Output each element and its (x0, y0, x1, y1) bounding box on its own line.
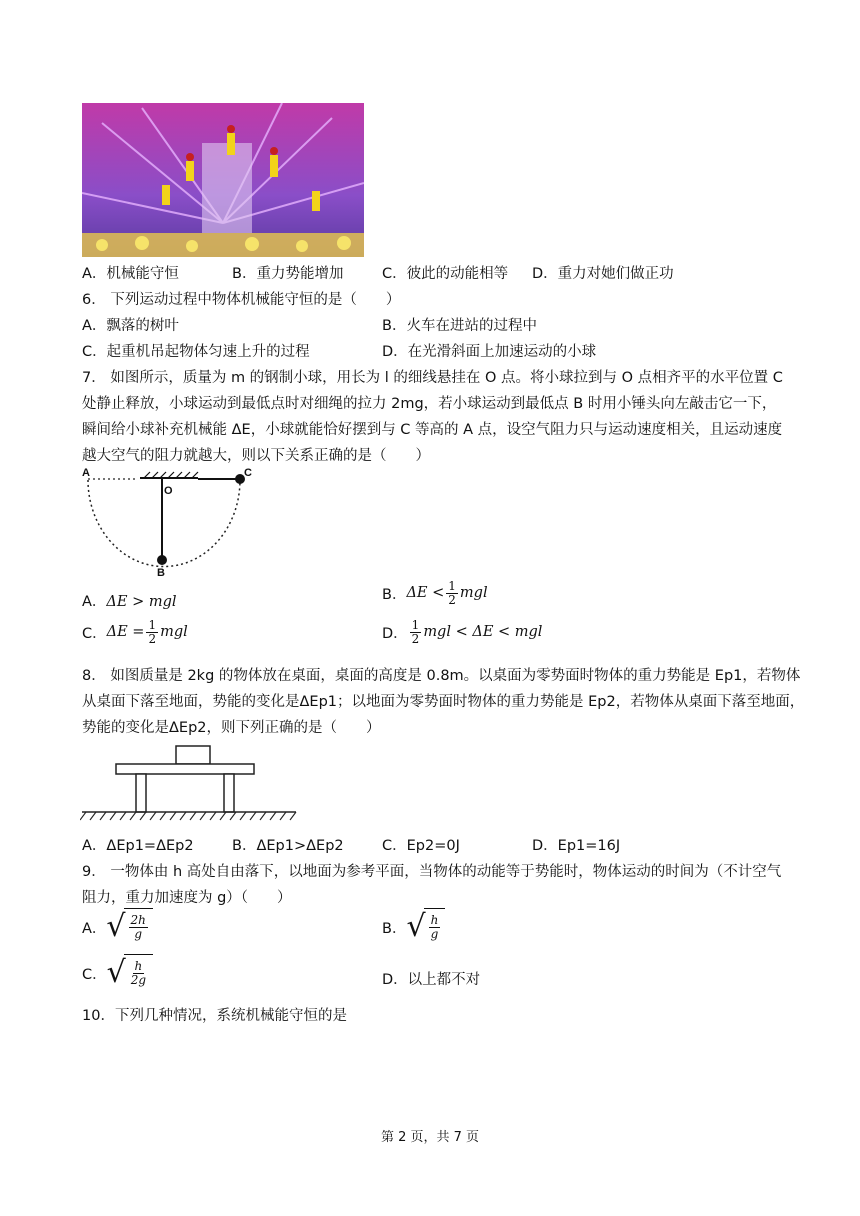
q7-option-b-prefix: B． (382, 586, 407, 603)
q9-option-a (82, 908, 153, 946)
q9-option-c-den: 2g (130, 973, 147, 987)
q9-option-c-sqrt: √ $\frac{h}{2g}$ (107, 954, 153, 992)
label-o: O (164, 485, 173, 497)
q7-option-a-expr: ΔE > mgl (106, 594, 177, 610)
q7-option-b (382, 580, 488, 606)
q7-option-b-den: 2 (448, 592, 456, 607)
q7-option-d-den: 2 (411, 631, 420, 646)
q7-stem-line2: 处静止释放，小球运动到最低点时对细绳的拉力 2mg，若小球运动到最低点 B 时用小锤头向左敲击它一下， (82, 396, 777, 412)
q9-option-b (382, 908, 445, 946)
label-b: B (157, 567, 165, 578)
q9-option-c-num: h (134, 959, 143, 974)
performance-photo (82, 103, 364, 257)
q7-option-c-den: 2 (148, 631, 157, 646)
q6-option-a: A．飘落的树叶 (82, 318, 179, 334)
q7-stem-line1: 7． 如图所示，质量为 m 的钢制小球，用长为 l 的细线悬挂在 O 点。将小球拉到与 O 点相齐平的水平位置 C (82, 370, 783, 386)
q8-option-b: B．ΔEp1>ΔEp2 (232, 838, 344, 854)
q5-option-c: C．彼此的动能相等 (382, 266, 509, 282)
q6-stem: 6． 下列运动过程中物体机械能守恒的是（ ） (82, 292, 401, 308)
q5-option-b: B．重力势能增加 (232, 266, 344, 282)
q9-stem-line1: 9． 一物体由 h 高处自由落下，以地面为参考平面，当物体的动能等于势能时，物体运动的时间为（不计空气 (82, 864, 782, 880)
q9-stem-line2: 阻力，重力加速度为 g）（ ） (82, 890, 292, 906)
pendulum-diagram (80, 466, 260, 578)
q9-option-b-sqrt: √ $\frac{h}{g}$ (406, 908, 445, 946)
q5-option-d: D．重力对她们做正功 (532, 266, 674, 282)
q6-option-c: C．起重机吊起物体匀速上升的过程 (82, 344, 310, 360)
page-footer: 第 2 页，共 7 页 (380, 1130, 480, 1145)
q7-option-b-num: 1 (448, 579, 456, 593)
q7-option-d-rhs: mgl < ΔE < mgl (423, 624, 543, 641)
q9-option-a-num: 2h (130, 913, 146, 928)
q8-stem-line3: 势能的变化是ΔEp2，则下列正确的是（ ） (82, 720, 381, 736)
q7-option-d-prefix: D． (382, 625, 408, 642)
q7-option-d (382, 619, 542, 645)
q9-option-a-prefix: A． (82, 920, 107, 937)
q7-option-d-fraction (410, 619, 422, 645)
q7-option-c-num: 1 (148, 618, 157, 632)
q8-stem-line1: 8． 如图质量是 2kg 的物体放在桌面，桌面的高度是 0.8m。以桌面为零势面时物体的重力势能是 Ep1，若物体 (82, 668, 801, 684)
q7-option-c-lhs: ΔE = (106, 624, 145, 641)
q9-option-c-prefix: C． (82, 966, 107, 983)
q7-stem-line4: 越大空气的阻力就越大，则以下关系正确的是（ ） (82, 448, 430, 464)
q7-option-c-fraction (146, 619, 158, 645)
q7-option-a-prefix: A． (82, 594, 107, 610)
q5-option-a: A．机械能守恒 (82, 266, 179, 282)
q7-stem-line3: 瞬间给小球补充机械能 ΔE，小球就能恰好摆到与 C 等高的 A 点，设空气阻力只与运动速度相关，且运动速度 (82, 422, 783, 438)
q7-option-a (82, 590, 177, 611)
q7-option-c-prefix: C． (82, 625, 107, 642)
table-diagram (80, 744, 300, 824)
q9-option-c (82, 954, 153, 992)
q9-option-d: D．以上都不对 (382, 972, 481, 988)
q7-option-b-fraction (446, 580, 458, 606)
label-c: C (244, 467, 252, 479)
q6-option-b: B．火车在进站的过程中 (382, 318, 537, 334)
q7-option-d-num: 1 (411, 618, 420, 632)
q7-option-b-lhs: ΔE < (406, 585, 445, 602)
q9-option-b-num: h (430, 913, 439, 928)
q9-option-b-prefix: B． (382, 920, 407, 937)
q9-option-a-den: g (134, 927, 143, 941)
q9-option-b-den: g (430, 927, 439, 941)
q7-option-c (82, 619, 188, 645)
q8-stem-line2: 从桌面下落至地面，势能的变化是ΔEp1；以地面为零势面时物体的重力势能是 Ep2，若物体从桌面下落至地面， (82, 694, 805, 710)
q7-option-b-rhs: mgl (459, 585, 488, 602)
q9-option-a-sqrt: √ $\frac{2h}{g}$ (106, 908, 153, 946)
label-a: A (82, 467, 90, 479)
q10-stem: 10．下列几种情况，系统机械能守恒的是 (82, 1008, 347, 1024)
q8-option-d: D．Ep1=16J (532, 838, 621, 854)
q8-option-a: A．ΔEp1=ΔEp2 (82, 838, 194, 854)
q8-option-c: C．Ep2=0J (382, 838, 460, 854)
q7-option-c-rhs: mgl (160, 624, 188, 641)
q6-option-d: D．在光滑斜面上加速运动的小球 (382, 344, 597, 360)
